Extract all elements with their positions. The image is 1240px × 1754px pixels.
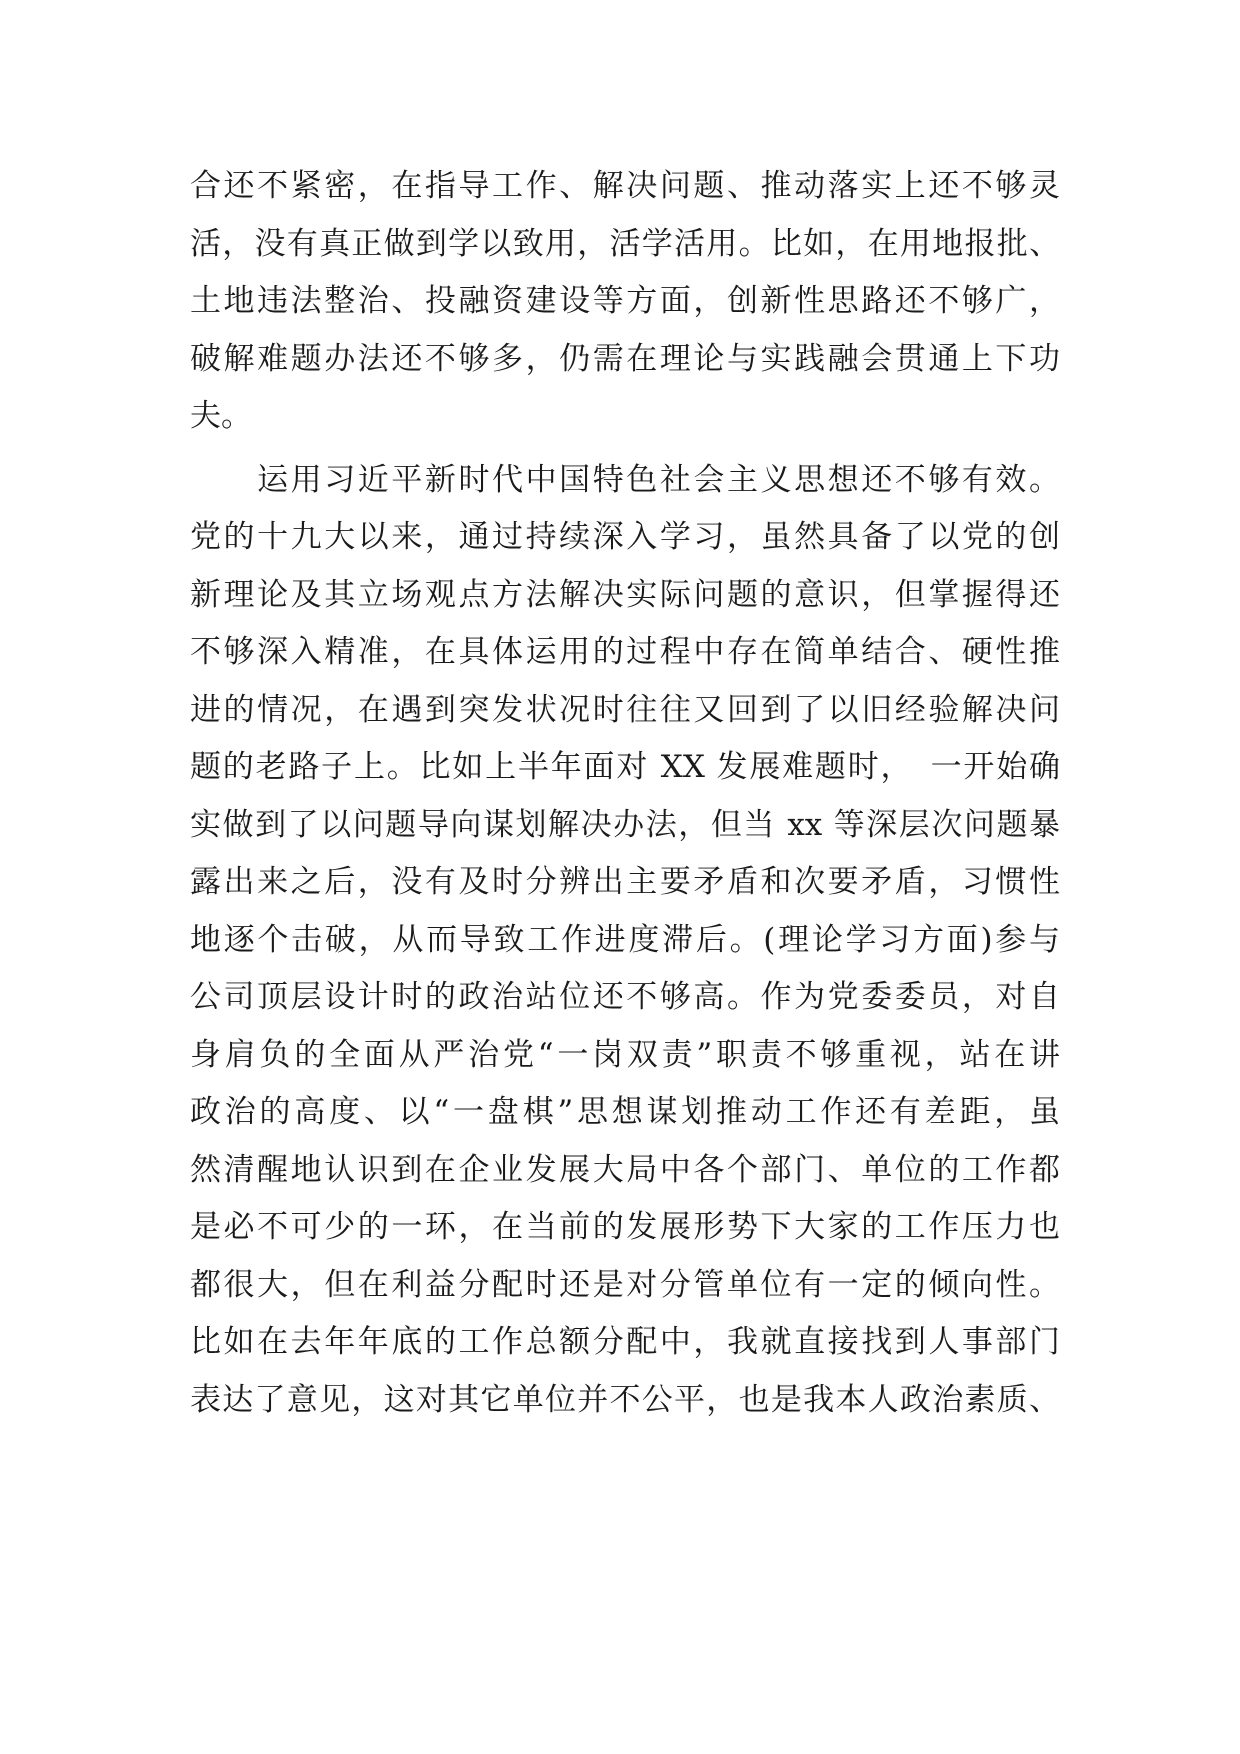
text-line: 不够深入精准，在具体运用的过程中存在简单结合、硬性推 <box>190 634 1060 670</box>
text-line: 政治的高度、以“一盘棋”思想谋划推动工作还有差距，虽 <box>190 1094 1060 1130</box>
text-line: 表达了意见，这对其它单位并不公平，也是我本人政治素质、 <box>190 1381 1060 1418</box>
text-line: 新理论及其立场观点方法解决实际问题的意识，但掌握得还 <box>190 576 1060 613</box>
text-line: 是必不可少的一环，在当前的发展形势下大家的工作压力也 <box>190 1209 1060 1245</box>
text-line: 比如在去年年底的工作总额分配中，我就直接找到人事部门 <box>190 1324 1060 1360</box>
text-line: 夫。 <box>190 398 252 434</box>
paragraph-2 <box>190 452 1060 1430</box>
text-line: 都很大，但在利益分配时还是对分管单位有一定的倾向性。 <box>190 1266 1060 1303</box>
text-line: 题的老路子上。比如上半年面对 XX 发展难题时， 一开始确 <box>190 749 1060 785</box>
text-line: 运用习近平新时代中国特色社会主义思想还不够有效。 <box>190 461 1060 498</box>
text-line: 实做到了以问题导向谋划解决办法，但当 xx 等深层次问题暴 <box>190 806 1060 843</box>
text-line: 进的情况，在遇到突发状况时往往又回到了以旧经验解决问 <box>190 691 1060 728</box>
text-line: 党的十九大以来，通过持续深入学习，虽然具备了以党的创 <box>190 519 1060 555</box>
text-line: 活，没有真正做到学以致用，活学活用。比如，在用地报批、 <box>190 225 1060 262</box>
text-line: 公司顶层设计时的政治站位还不够高。作为党委委员，对自 <box>190 979 1060 1015</box>
text-line: 露出来之后，没有及时分辨出主要矛盾和次要矛盾，习惯性 <box>190 864 1060 900</box>
text-line: 合还不紧密，在指导工作、解决问题、推动落实上还不够灵 <box>190 168 1060 204</box>
text-line: 身肩负的全面从严治党“一岗双责”职责不够重视，站在讲 <box>190 1036 1060 1073</box>
paragraph-1 <box>190 158 1060 446</box>
text-line: 破解难题办法还不够多，仍需在理论与实践融会贯通上下功 <box>190 340 1060 377</box>
text-line: 地逐个击破，从而导致工作进度滞后。(理论学习方面)参与 <box>190 921 1060 958</box>
text-line: 然清醒地认识到在企业发展大局中各个部门、单位的工作都 <box>190 1151 1060 1188</box>
body-text <box>190 158 1060 1429</box>
text-line: 土地违法整治、投融资建设等方面，创新性思路还不够广， <box>190 283 1060 319</box>
